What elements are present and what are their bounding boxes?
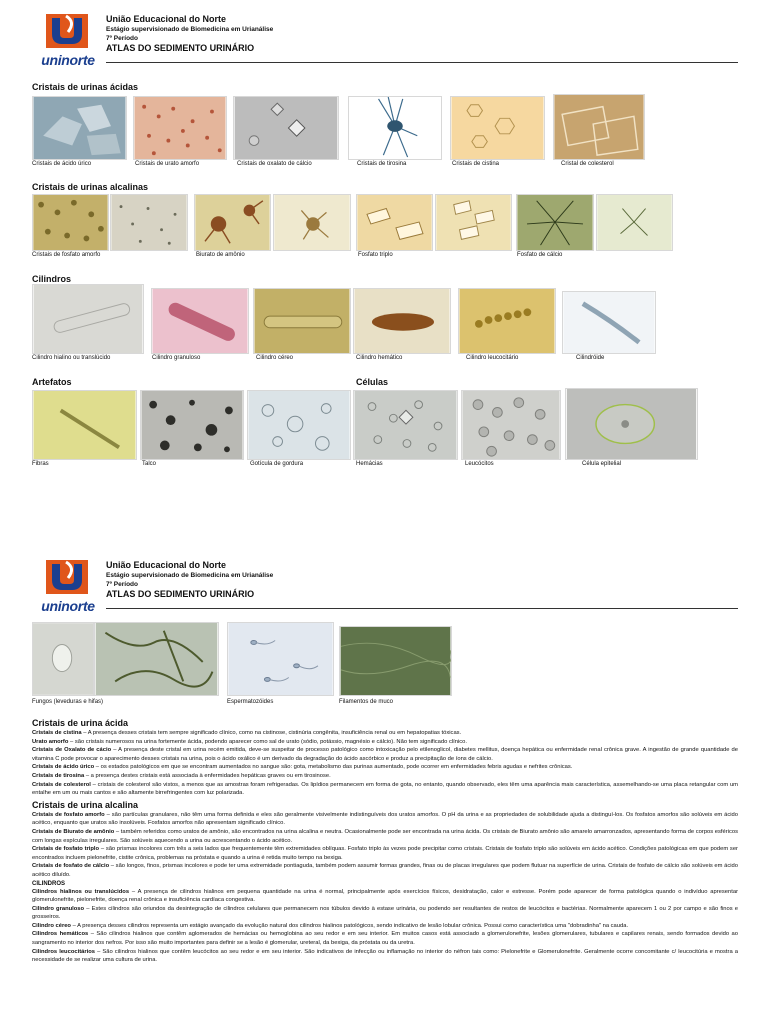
- cystine-crystals-image: [451, 97, 544, 159]
- section-cylinders-title: Cilindros: [32, 274, 72, 284]
- description-paragraph: [32, 772, 738, 781]
- micrograph-fungi-2: [94, 622, 219, 696]
- fungi-image-1: [33, 623, 93, 695]
- epithelial-cell-image: [566, 389, 697, 459]
- atlas-title: ATLAS DO SEDIMENTO URINÁRIO: [106, 43, 255, 53]
- description-body: – A presença de cilindros hialinos em pequena quantidade na urina é normal, principalmente após exercícios físicos, desidratação, calor e estresse. Porém pode aparecer de forma patológica quando o indivíduo apresentar glomerulonefrite, pielonefrite, doença renal crônica e insuficiência cardíaca congestiva.: [32, 888, 738, 904]
- triple-phosphate-image-2: [436, 195, 511, 250]
- caption-mucus-filaments: Filamentos de muco: [339, 699, 394, 705]
- talc-image: [141, 391, 243, 459]
- description-paragraph: [32, 948, 738, 965]
- description-body: – A presença deste cristal em urina recém emitida, deve-se suspeitar de processo patológico como intoxicação pelo etilenoglicol, diabetes mellitus, doença hepática ou enfermidade renal crônica grave. A ingestão de grande quantidade de vitamina C pode provocar o aparecimento desses cristais na urina, pois o ácido oxálico é um derivado da degradação do ácido ascórbico e produz a precipitação de íons de cálcio.: [32, 747, 738, 762]
- logo-wordmark-2: uninorte: [41, 598, 95, 614]
- micrograph-sperm: [227, 622, 334, 696]
- caption-epithelial-cell: Célula epitelial: [582, 461, 622, 467]
- description-body: – são partículas granulares, não têm uma forma definida e eles são geralmente visivelmente indistinguíveis dos uratos amorfos. O pH da urina e as propriedades de solubilidade ajuda a distinguí-los. Os fosfatos amorfos são solúveis em ácido acético, enquanto que uratos são insolúveis. Fosfatos amorfos não apresentam significado clínico.: [32, 811, 738, 827]
- amorphous-phosphate-image-1: [33, 195, 108, 250]
- acid-crystal-descriptions: [32, 729, 738, 798]
- micrograph-epithelial-cell: [565, 388, 698, 460]
- description-text: [32, 716, 738, 965]
- description-term: Cristais de fosfato triplo: [32, 846, 100, 853]
- caption-sperm: Espermatozóides: [227, 699, 274, 705]
- description-term: Cristais de cistina: [32, 730, 82, 736]
- ammonium-biurate-image-2: [274, 195, 350, 250]
- micrograph-fibers: [32, 390, 137, 460]
- caption-talc: Talco: [142, 461, 157, 467]
- caption-cholesterol: Cristal de colesterol: [561, 161, 614, 167]
- cylinder-descriptions: [32, 888, 738, 965]
- description-body: – a presença destes cristais está associada à enfermidades hepáticas graves ou em tirosinose.: [84, 772, 331, 779]
- caption-fat-droplet: Gotícula de gordura: [250, 461, 304, 467]
- section-acid-title: Cristais de urinas ácidas: [32, 82, 139, 92]
- description-term: Urato amorfo: [32, 738, 69, 745]
- page2-header: [34, 560, 738, 620]
- fibers-image: [33, 391, 136, 459]
- uninorte-logo: [34, 14, 102, 70]
- uric-acid-crystals-image: [33, 97, 126, 159]
- description-paragraph: [32, 888, 738, 905]
- cholesterol-crystal-image: [554, 95, 644, 159]
- caption-calcium-oxalate: Cristais de oxalato de cálcio: [237, 161, 312, 167]
- description-body: – são prismas incolores com três a seis lados que frequentemente têm extremidades oblíquas. Fosfato triplo às vezes pode precipitar como cristais. Cristais de fosfato triplo são solúveis em ácido acético. Condições patológicas em que podem ser encontrados incluem pielonefrite, cistite crônica, problemas na próstata e quando a urina é retida muito tempo na bexiga.: [32, 846, 738, 861]
- description-paragraph: [32, 862, 738, 879]
- tyrosine-crystals-image: [349, 97, 441, 159]
- course-subtitle: Estágio supervisionado de Biomedicina em Urianálise: [106, 26, 274, 33]
- description-term: Cilindros hemáticos: [32, 931, 89, 938]
- description-term: Cilindro céreo: [32, 922, 71, 929]
- calcium-phosphate-image-1: [517, 195, 593, 250]
- mucus-filaments-image: [340, 627, 451, 695]
- description-term: Cristais de Oxalato de cácio: [32, 747, 112, 754]
- description-paragraph: [32, 930, 738, 947]
- acid-urine-heading: Cristais de urina ácida: [32, 718, 129, 728]
- header-divider: [106, 62, 738, 63]
- caption-granular-cast: Cilindro granuloso: [152, 355, 201, 361]
- description-paragraph: [32, 845, 738, 862]
- section-alkaline-title: Cristais de urinas alcalinas: [32, 182, 149, 192]
- cylinders-heading: CILINDROS: [32, 880, 65, 887]
- caption-triple-phosphate: Fosfato triplo: [358, 252, 393, 258]
- triple-phosphate-image-1: [357, 195, 432, 250]
- description-paragraph: [32, 729, 738, 738]
- description-body: – também referidos como uratos de amônio, são encontrados na urina alcalina e neutra. Ocasionalmente pode ser encontrada na urina ácida. Os cristais de Biurato amônio são amarelo amarronzados, apresentando forma de corpos esféricos com longas espículas irregulares. São solúveis aquecendo a urina ou acrescentando o ácido acético.: [32, 828, 739, 844]
- micrograph-amorphous-phosphate-2: [110, 194, 188, 251]
- caption-amorphous-urate: Cristais de urato amorfo: [135, 161, 200, 167]
- amorphous-phosphate-image-2: [111, 195, 187, 250]
- alkaline-crystal-descriptions: [32, 811, 738, 880]
- granular-cast-image: [152, 289, 248, 353]
- micrograph-hyaline-cast: [32, 284, 144, 354]
- sperm-image: [228, 623, 333, 695]
- caption-fibers: Fibras: [32, 461, 49, 467]
- micrograph-red-blood-cells: [353, 390, 458, 460]
- micrograph-granular-cast: [151, 288, 249, 354]
- description-term: Cristais de fosfato de cálcio: [32, 863, 110, 870]
- description-body: – são cristais numerosos na urina fortemente ácida, podendo aparecer como sal de urato (sódio, potássio, magnésio e cálcio). Não tem significado clínico.: [68, 738, 467, 745]
- description-paragraph: [32, 763, 738, 772]
- description-paragraph: [32, 746, 738, 763]
- caption-hyaline-cast: Cilindro hialino ou translúcido: [32, 355, 111, 361]
- micrograph-cylindroid: [562, 291, 656, 354]
- micrograph-calcium-phosphate-1: [516, 194, 594, 251]
- white-cell-cast-image: [459, 289, 555, 353]
- micrograph-fat-droplet: [247, 390, 351, 460]
- description-body: – A presença desses cristais tem sempre significado clínico, como na cistinose, cistinúria congênita, insuficiência renal ou em hepatopatias tóxicas.: [81, 730, 462, 736]
- description-term: Cristais de Biurato de amônio: [32, 828, 115, 835]
- description-body: – Estes cilindros são oriundos da desintegração de cilindros celulares que permanecem nos túbulos devido à estase urinária, ou podendo ser resultantes de restos de leucócitos e bactérias. Normalmente aparecem 1 ou 2 por campo e são finos e grosseiros.: [32, 905, 738, 921]
- micrograph-mucus-filaments: [339, 626, 452, 696]
- ammonium-biurate-image-1: [195, 195, 270, 250]
- description-paragraph: [32, 828, 738, 845]
- institution-name-2: União Educacional do Norte: [106, 560, 227, 570]
- caption-cylindroid: Cilindróide: [576, 355, 605, 361]
- description-body: – os estados patológicos em que se encontram aumentados no sangue são: gota, metabolismo das purinas aumentado, pode ocorrer em enfermidades febris agudas e nefrites crônicas.: [94, 764, 573, 771]
- header-divider-2: [106, 608, 738, 609]
- description-body: – cristais de colesterol são vistos, a menos que as amostras foram refrigeradas. Os lipídios permanecem em forma de gota, no entanto, quando observado, eles têm uma aparência mais característica, assemelhando-se uma placa retangular com um entalhe em um ou mais cantos e são altamente birrefringentes com luz polarizada.: [32, 781, 738, 797]
- micrograph-calcium-phosphate-2: [596, 194, 673, 251]
- caption-tyrosine: Cristais de tirosina: [357, 161, 407, 167]
- red-blood-cells-image: [354, 391, 457, 459]
- alkaline-urine-heading: Cristais de urina alcalina: [32, 799, 139, 810]
- caption-white-cell-cast: Cilindro leucocitário: [466, 355, 519, 361]
- caption-uric-acid: Cristais de ácido úrico: [32, 161, 92, 167]
- description-paragraph: [32, 922, 738, 931]
- caption-waxy-cast: Cilindro céreo: [256, 355, 294, 361]
- course-subtitle-2: Estágio supervisionado de Biomedicina em Urianálise: [106, 572, 274, 579]
- micrograph-fungi-1: [32, 622, 94, 696]
- course-period: 7º Período: [106, 35, 138, 42]
- calcium-phosphate-image-2: [597, 195, 672, 250]
- description-body: – A presença desses cilindros representa um estágio avançado da evolução natural dos cilindros hialinos patológicos, sendo indicativo de lesão lobular crônica. Possui como característica uma "dobradinha" na cauda.: [70, 922, 629, 929]
- uninorte-logo-icon: [46, 14, 88, 48]
- atlas-title-2: ATLAS DO SEDIMENTO URINÁRIO: [106, 589, 255, 599]
- description-body: – são longos, finos, prismas incolores e pode ter uma extremidade pontiaguda, também podem assumir formas grandes, finas ou de placas irregulares que podem flutuar na superfície de urina. Cristais de fosfato de cálcio são solúveis em ácido acético diluído.: [32, 863, 738, 878]
- uninorte-logo-icon-2: [46, 560, 88, 594]
- description-term: Cristais de tirosina: [32, 772, 85, 779]
- section-cells-title: Células: [356, 377, 389, 387]
- micrograph-talc: [140, 390, 244, 460]
- caption-red-cell-cast: Cilindro hemático: [356, 355, 403, 361]
- description-term: Cilindros leucocitários: [32, 948, 95, 955]
- section-artifacts-title: Artefatos: [32, 377, 72, 387]
- description-term: Cilindro granuloso: [32, 905, 85, 912]
- logo-wordmark: uninorte: [41, 52, 95, 68]
- micrograph-triple-phosphate-2: [435, 194, 512, 251]
- description-term: Cristais de fosfato amorfo: [32, 811, 105, 818]
- micrograph-cystine: [450, 96, 545, 160]
- institution-name: União Educacional do Norte: [106, 14, 227, 24]
- micrograph-tyrosine: [348, 96, 442, 160]
- caption-fungi: Fungos (leveduras e hifas): [32, 699, 104, 705]
- description-paragraph: [32, 738, 738, 747]
- amorphous-urate-image: [134, 97, 226, 159]
- page1-header: [34, 14, 738, 74]
- micrograph-white-blood-cells: [461, 390, 561, 460]
- micrograph-white-cell-cast: [458, 288, 556, 354]
- micrograph-calcium-oxalate: [233, 96, 339, 160]
- caption-cystine: Cristais de cistina: [452, 161, 500, 167]
- course-period-2: 7º Período: [106, 581, 138, 588]
- description-paragraph: [32, 781, 738, 798]
- hyaline-cast-image: [33, 285, 143, 353]
- uninorte-logo-2: [34, 560, 102, 616]
- caption-ammonium-biurate: Biurato de amônio: [196, 252, 245, 258]
- micrograph-cholesterol: [553, 94, 645, 160]
- description-term: Cilindros hialinos ou translúcidos: [32, 888, 130, 895]
- description-paragraph: [32, 905, 738, 922]
- micrograph-uric-acid: [32, 96, 127, 160]
- cylindroid-image: [563, 292, 655, 353]
- micrograph-ammonium-biurate-1: [194, 194, 271, 251]
- red-cell-cast-image: [354, 289, 450, 353]
- white-blood-cells-image: [462, 391, 560, 459]
- micrograph-amorphous-phosphate-1: [32, 194, 109, 251]
- description-body: – São cilindros hialinos que contêm aglomerados de hemácias ou hemoglobina ao seu redor e em seu interior. Em muitos casos está associado a glomerulonefrite, lesões glomerulares, tubulares e capilares renais, sendo formados devido ao sangramento no interior dos nefros. Por isso são muito importantes para definir se a lesão é glomerular, ureteral, da bexiga, da próstata ou da uretra.: [32, 931, 738, 947]
- calcium-oxalate-image: [234, 97, 338, 159]
- description-paragraph: [32, 811, 738, 828]
- caption-amorphous-phosphate: Cristais de fosfato amorfo: [32, 252, 101, 258]
- micrograph-amorphous-urate: [133, 96, 227, 160]
- micrograph-ammonium-biurate-2: [273, 194, 351, 251]
- micrograph-triple-phosphate-1: [356, 194, 433, 251]
- description-term: Cristais de colesterol: [32, 781, 91, 788]
- fungi-image-2: [95, 623, 218, 695]
- fat-droplet-image: [248, 391, 350, 459]
- caption-calcium-phosphate: Fosfato de cálcio: [517, 252, 563, 258]
- caption-white-blood-cells: Leucócitos: [465, 461, 494, 467]
- description-term: Cristais de ácido úrico: [32, 764, 95, 771]
- waxy-cast-image: [254, 289, 350, 353]
- caption-red-blood-cells: Hemácias: [356, 461, 383, 467]
- description-body: – São cilindros hialinos que contêm leucócitos ao seu redor e em seu interior. São indicativos de infecção ou inflamação no interior do néfron tais como: Pielonefrite e Glomerulonefrite. Geralmente ocorre concomitante c/ leucocitúria e mostra a necessidade de se realizar uma cultura de urina.: [32, 948, 738, 964]
- micrograph-red-cell-cast: [353, 288, 451, 354]
- micrograph-waxy-cast: [253, 288, 351, 354]
